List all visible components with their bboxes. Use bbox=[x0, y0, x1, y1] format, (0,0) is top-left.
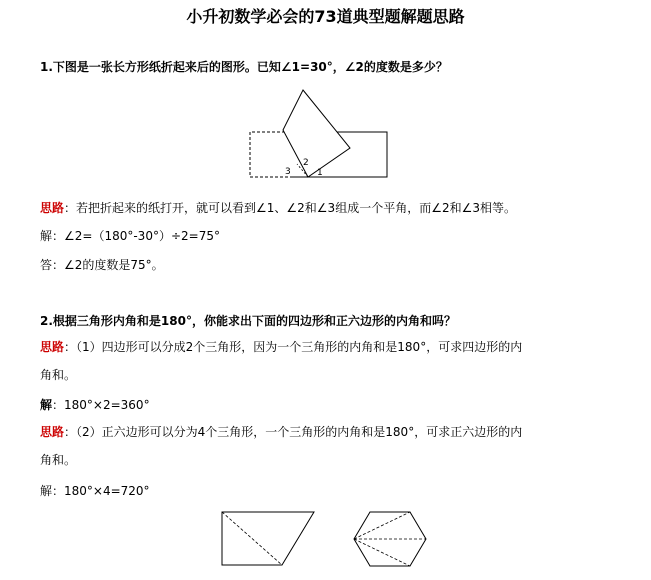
hint-2b-cont: 角和。 bbox=[40, 453, 77, 467]
hint-2b-text: ：（2）正六边形可以分为4个三角形，一个三角形的内角和是180°，可求正六边形的内 bbox=[64, 425, 523, 439]
folded-paper-diagram bbox=[245, 88, 393, 184]
hint-2a-text: ：（1）四边形可以分成2个三角形，因为一个三角形的内角和是180°，可求四边形的内 bbox=[64, 340, 523, 354]
angle-2-label: 2 bbox=[303, 158, 309, 168]
solution-2a-label: 解 bbox=[40, 398, 53, 412]
hint-2a bbox=[40, 338, 522, 355]
solution-2a bbox=[40, 396, 150, 413]
solution-2b: 解：180°×4=720° bbox=[40, 484, 150, 498]
quadrilateral-outline bbox=[222, 512, 314, 565]
question-1: 1.下图是一张长方形纸折起来后的图形。已知∠1=30°，∠2的度数是多少？ bbox=[40, 60, 448, 74]
question-2: 2.根据三角形内角和是180°，你能求出下面的四边形和正六边形的内角和吗？ bbox=[40, 314, 456, 328]
hint-2a-label: 思路 bbox=[40, 340, 65, 354]
hint-2a-cont: 角和。 bbox=[40, 368, 77, 382]
angle-3-label: 3 bbox=[285, 167, 291, 177]
hint-1 bbox=[40, 199, 516, 216]
quadrilateral-diagonal bbox=[222, 512, 282, 565]
solution-1: 解：∠2=（180°-30°）÷2=75° bbox=[40, 229, 220, 243]
solution-2a-text: ：180°×2=360° bbox=[52, 398, 150, 412]
page-title: 小升初数学必会的73道典型题解题思路 bbox=[186, 7, 465, 26]
hint-1-label: 思路 bbox=[40, 201, 65, 215]
hint-2b bbox=[40, 423, 522, 440]
angle-1-label: 1 bbox=[317, 168, 323, 178]
folded-flap bbox=[283, 90, 350, 177]
hexagon-diagram bbox=[350, 508, 430, 570]
quadrilateral-diagram bbox=[218, 508, 318, 570]
hint-2b-label: 思路 bbox=[40, 425, 65, 439]
hint-1-text: ：若把折起来的纸打开，就可以看到∠1、∠2和∠3组成一个平角，而∠2和∠3相等。 bbox=[64, 201, 516, 215]
answer-1: 答：∠2的度数是75°。 bbox=[40, 258, 164, 272]
